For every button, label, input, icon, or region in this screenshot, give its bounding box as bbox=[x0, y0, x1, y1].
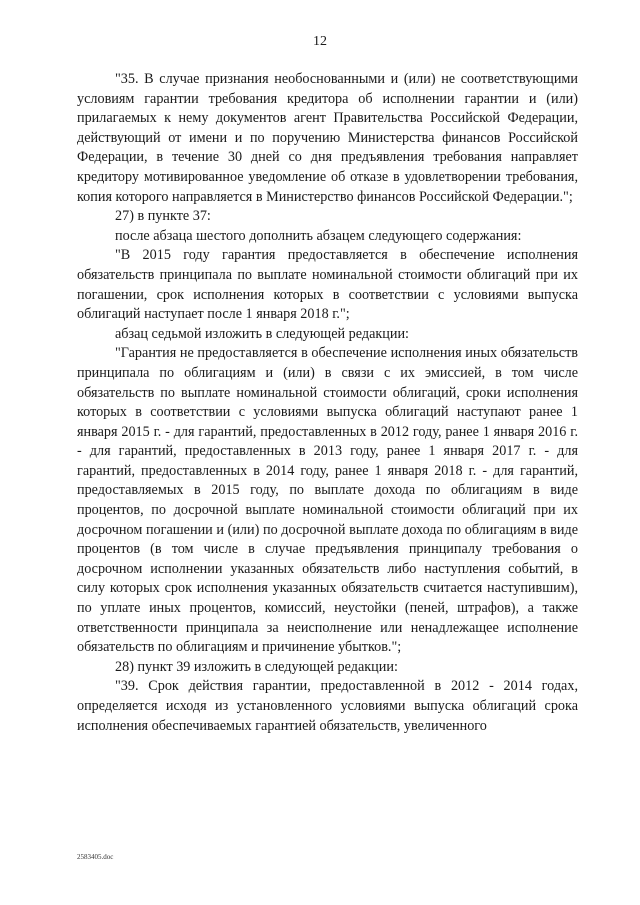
paragraph-inserted-text: "В 2015 году гарантия предоставляется в обеспечение исполнения обязательств принципала по выплате номинальной стоимости облигаций при их погашении, срок исполнения которых в соответствии с условиями выпуска облигаций наступает после 1 января 2018 г."; bbox=[77, 247, 578, 323]
page-number: 12 bbox=[313, 34, 327, 49]
paragraph-amend-instruction: абзац седьмой изложить в следующей редакции: bbox=[115, 325, 410, 342]
paragraph-insert-instruction: после абзаца шестого дополнить абзацем следующего содержания: bbox=[115, 227, 522, 244]
paragraph-item-27: 27) в пункте 37: bbox=[115, 208, 211, 225]
document-filename: 2583405.doc bbox=[77, 853, 114, 861]
paragraph-item-28: 28) пункт 39 изложить в следующей редакции: bbox=[115, 658, 398, 675]
document-body bbox=[77, 70, 578, 736]
paragraph-clause-39: "39. Срок действия гарантии, предоставленной в 2012 - 2014 годах, определяется исходя из установленного условиями выпуска облигаций срока исполнения обеспечиваемых гарантией обязательств, увеличенного bbox=[77, 678, 578, 734]
paragraph-amended-text: "Гарантия не предоставляется в обеспечение исполнения иных обязательств принципала по облигациям и (или) в связи с их эмиссией, в том числе обязательств по выплате номинальной стоимости облигаций, сроки исполнения которых в соответствии с условиями выпуска облигаций наступают ранее 1 января 2015 г. - для гарантий, предоставленных в 2012 году, ранее 1 января 2016 г. - для гарантий, предоставленных в 2013 году, ранее 1 января 2017 г. - для гарантий, предоставленных в 2014 году, ранее 1 января 2018 г. - для гарантий, предоставляемых в 2015 году, по выплате дохода по облигациям в виде процентов, по досрочной выплате номинальной стоимости облигаций при их досрочном погашении и (или) по досрочной выплате дохода по облигациям в виде процентов (в том числе в случае предъявления принципалу требования о досрочном исполнении указанных обязательств либо наступления событий, в силу которых срок исполнения указанных обязательств считается наступившим), по уплате иных процентов, комиссий, неустойки (пеней, штрафов), а также ответственности принципала за неисполнение или ненадлежащее исполнение обязательств по облигациям и причинение убытков."; bbox=[77, 345, 578, 656]
paragraph-clause-35: "35. В случае признания необоснованными и (или) не соответствующими условиям гарантии требования кредитора об исполнении гарантии и (или) прилагаемых к нему документов агент Правительства Российской Федерации, действующий от имени и по поручению Министерства финансов Российской Федерации, в течение 30 дней со дня предъявления требования направляет кредитору мотивированное уведомление об отказе в удовлетворении требования, копия которого направляется в Министерство финансов Российской Федерации."; bbox=[77, 71, 578, 205]
